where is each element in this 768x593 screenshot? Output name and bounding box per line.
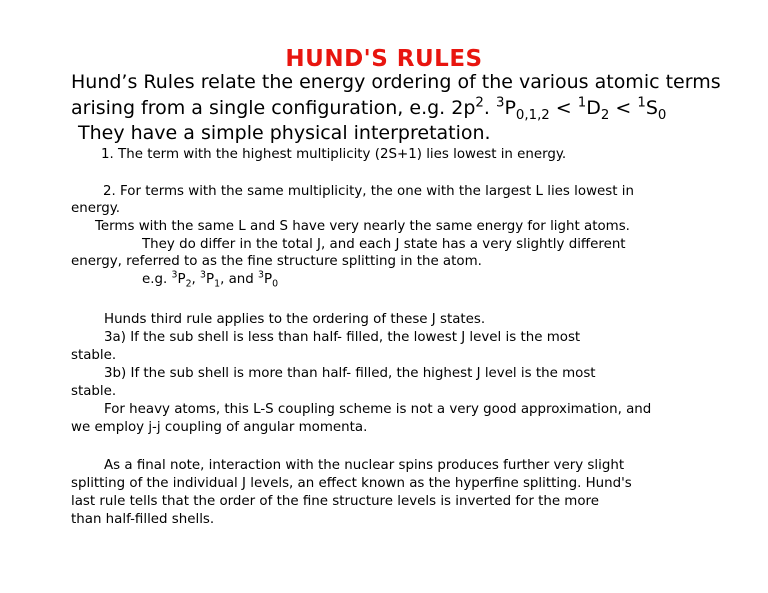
term-3p-letter: P: [504, 97, 516, 119]
example-term-3-j: 0: [272, 278, 279, 290]
heavy-atoms-line-1: For heavy atoms, this L-S coupling scheme is not a very good approximation, and: [104, 402, 652, 417]
final-note-line-2: splitting of the individual J levels, an effect known as the hyperfine splitting. Hund's: [71, 476, 632, 491]
term-1d-j-value: 2: [600, 107, 610, 123]
rule-2-line-2: energy.: [71, 201, 121, 216]
fine-structure-line-1: They do differ in the total J, and each J state has a very slightly different: [142, 237, 626, 252]
example-term-1-mult: 3: [171, 269, 178, 281]
example-terms: [142, 271, 278, 288]
rule-1: 1. The term with the highest multiplicity (2S+1) lies lowest in energy.: [101, 147, 567, 162]
rule-3a-line-2: stable.: [71, 348, 117, 363]
same-ls-note: Terms with the same L and S have very nearly the same energy for light atoms.: [95, 219, 630, 234]
less-than-2: <: [609, 97, 638, 119]
term-1s-multiplicity: 1: [637, 95, 646, 111]
third-rule-intro: Hunds third rule applies to the ordering of these J states.: [104, 312, 486, 327]
example-prefix: e.g.: [142, 272, 172, 287]
heavy-atoms-line-2: we employ j-j coupling of angular momenta.: [71, 420, 368, 435]
rule-2-line-1: 2. For terms with the same multiplicity, the one with the largest L lies lowest in: [103, 184, 634, 199]
fine-structure-line-2: energy, referred to as the fine structure splitting in the atom.: [71, 254, 482, 269]
final-note-line-1: As a final note, interaction with the nuclear spins produces further very slight: [104, 458, 625, 473]
intro-line-2-text: arising from a single configuration, e.g. 2p: [71, 97, 476, 119]
intro-line-3: They have a simple physical interpretation.: [78, 122, 491, 144]
config-superscript: 2: [475, 95, 484, 111]
less-than-1: <: [549, 97, 578, 119]
example-term-2-j: 1: [214, 278, 221, 290]
rule-3b-line-2: stable.: [71, 384, 117, 399]
term-3p-j-values: 0,1,2: [515, 107, 550, 123]
example-term-1-j: 2: [185, 278, 192, 290]
final-note-line-3: last rule tells that the order of the fine structure levels is inverted for the more: [71, 494, 599, 509]
intro-line-2-after: .: [483, 97, 496, 119]
example-term-2-mult: 3: [200, 269, 207, 281]
term-1s-j-value: 0: [657, 107, 667, 123]
example-term-3-letter: P: [264, 272, 273, 287]
example-sep-2: , and: [220, 272, 259, 287]
final-note-line-4: than half-filled shells.: [71, 512, 215, 527]
example-term-3-mult: 3: [258, 269, 264, 281]
rule-3a-line-1: 3a) If the sub shell is less than half- filled, the lowest J level is the most: [104, 330, 581, 345]
rule-3b-line-1: 3b) If the sub shell is more than half- filled, the highest J level is the most: [104, 366, 596, 381]
term-1s-letter: S: [645, 97, 658, 119]
page-title: HUND'S RULES: [285, 46, 483, 72]
term-1d-letter: D: [586, 97, 601, 119]
intro-line-2: [71, 95, 667, 123]
example-term-2-letter: P: [206, 272, 215, 287]
example-sep-1: ,: [191, 272, 201, 287]
term-3p-multiplicity: 3: [495, 95, 505, 111]
intro-line-1: Hund’s Rules relate the energy ordering of the various atomic terms: [71, 71, 721, 93]
example-term-1-letter: P: [177, 272, 186, 287]
term-1d-multiplicity: 1: [577, 95, 587, 111]
